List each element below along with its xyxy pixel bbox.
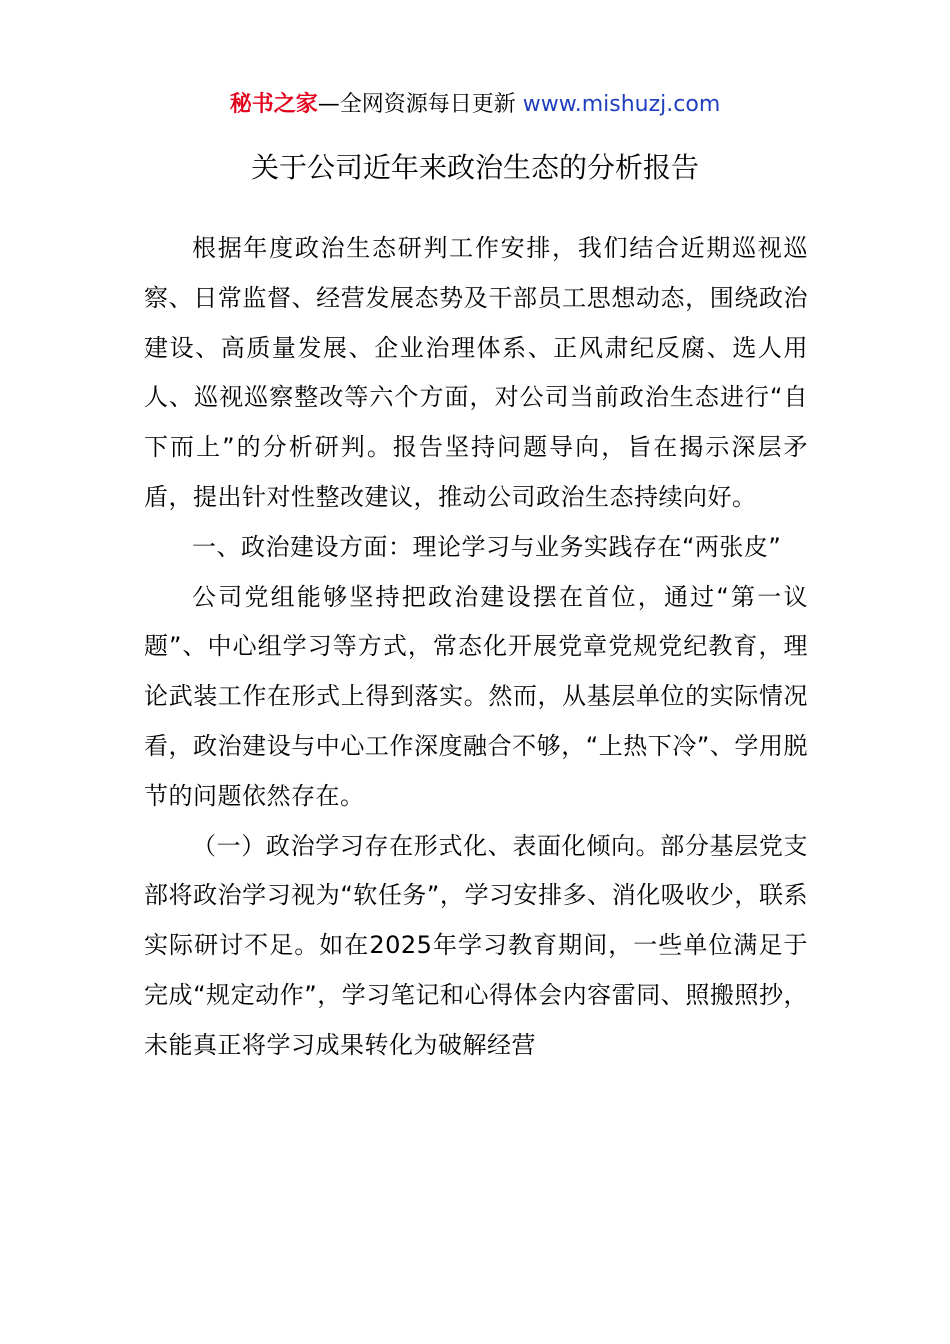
document-title: 关于公司近年来政治生态的分析报告 [250,151,699,184]
site-url-link[interactable]: www.mishuzj.com [522,92,721,117]
site-header [0,88,950,122]
section-heading: 一、政治建设方面：理论学习与业务实践存在“两张皮” [192,532,782,561]
document-body [144,224,808,1071]
brand-name: 秘书之家 [229,92,318,117]
subsection-paragraph: （一）政治学习存在形式化、表面化倾向。部分基层党支部将政治学习视为“软任务”，学习安排多、消化吸收少，联系实际研讨不足。如在2025年学习教育期间，一些单位满足于完成“规定动作”，学习笔记和心得体会内容雷同、照搬照抄，未能真正将学习成果转化为破解经营 [144,831,808,1059]
header-tagline: —全网资源每日更新 [317,92,516,117]
body-paragraph: 公司党组能够坚持把政治建设摆在首位，通过“第一议题”、中心组学习等方式，常态化开展党章党规党纪教育，理论武装工作在形式上得到落实。然而，从基层单位的实际情况看，政治建设与中心工作深度融合不够，“上热下冷”、学用脱节的问题依然存在。 [144,582,808,810]
intro-paragraph: 根据年度政治生态研判工作安排，我们结合近期巡视巡察、日常监督、经营发展态势及干部员工思想动态，围绕政治建设、高质量发展、企业治理体系、正风肃纪反腐、选人用人、巡视巡察整改等六个方面，对公司当前政治生态进行“自下而上”的分析研判。报告坚持问题导向，旨在揭示深层矛盾，提出针对性整改建议，推动公司政治生态持续向好。 [144,234,808,511]
